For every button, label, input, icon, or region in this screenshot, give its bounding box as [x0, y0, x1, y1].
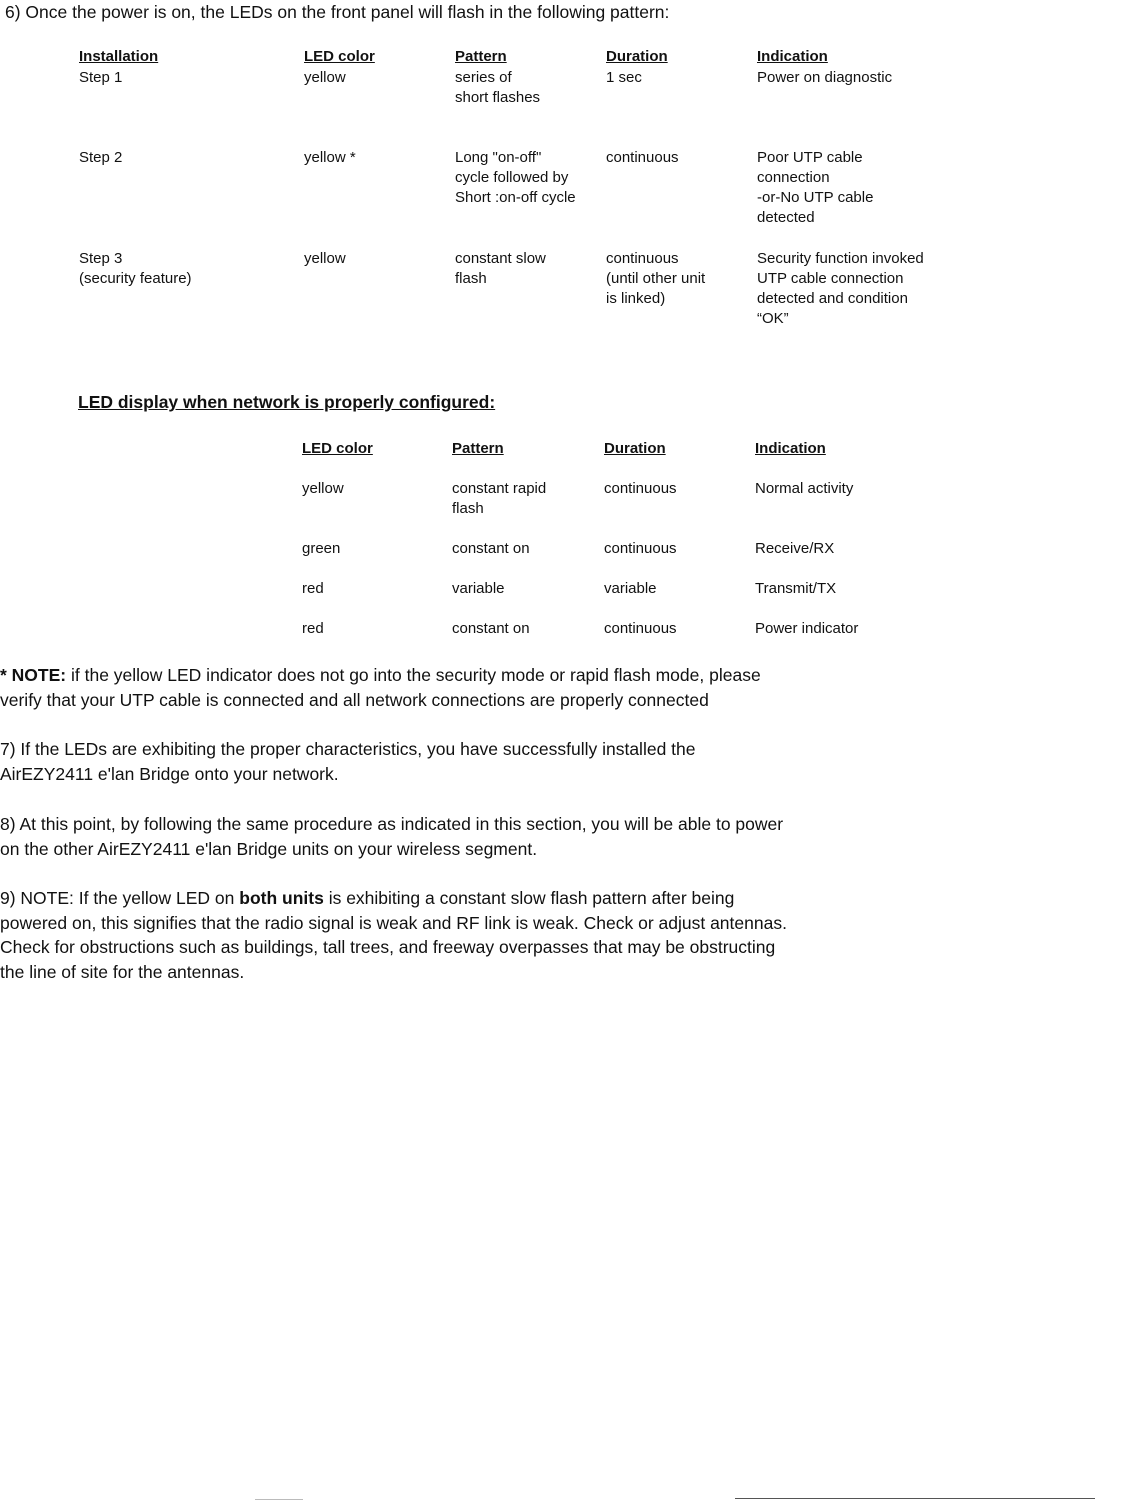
installation-table-row-2-col3: Short :on-off cycle — [455, 189, 576, 206]
step-9-paragraph — [0, 886, 787, 984]
configured-table-row-1-col3: flash — [452, 500, 484, 517]
configured-table-row-4-col2: red — [302, 620, 324, 637]
installation-table-row-3-col3: flash — [455, 270, 487, 287]
installation-table-header-col4: Duration — [606, 48, 668, 65]
installation-table-row-1-col4: 1 sec — [606, 69, 642, 86]
scan-artifact-right — [735, 1498, 1095, 1499]
installation-table-row-2-col4: continuous — [606, 149, 679, 166]
configured-table-header-col2: LED color — [302, 440, 373, 457]
step-9-line-4: the line of site for the antennas. — [0, 961, 245, 982]
installation-table-row-3-col4: (until other unit — [606, 270, 706, 287]
configured-table-row-1-col5: Normal activity — [755, 480, 854, 497]
configured-table-header-col4: Duration — [604, 440, 666, 457]
configured-table-row-3-col5: Transmit/TX — [755, 580, 837, 597]
installation-table-row-3-col3: constant slow — [455, 250, 546, 267]
installation-table-row-3-col5: detected and condition — [757, 290, 908, 307]
installation-table-row-1-col3: short flashes — [455, 89, 541, 106]
note-line-1: if the yellow LED indicator does not go into the security mode or rapid flash mode, please — [66, 665, 761, 685]
installation-table-row-2-col5: Poor UTP cable — [757, 149, 863, 166]
installation-table-row-1-col2: yellow — [304, 69, 346, 86]
scan-artifact-left — [255, 1499, 303, 1500]
step-9-both-units: both units — [239, 888, 324, 908]
installation-table-header-col1: Installation — [79, 48, 159, 65]
installation-table-row-1-col3: series of — [455, 69, 512, 86]
configured-table-row-4-col5: Power indicator — [755, 620, 859, 637]
step-7-line-1: 7) If the LEDs are exhibiting the proper characteristics, you have successfully installed the — [0, 739, 696, 759]
installation-table-header-col2: LED color — [304, 48, 375, 65]
installation-table-row-3-col5: UTP cable connection — [757, 270, 904, 287]
installation-table-row-2-col1: Step 2 — [79, 149, 123, 166]
installation-table-header-col5: Indication — [757, 48, 828, 65]
configured-table-row-2-col3: constant on — [452, 540, 530, 557]
step-7-line-2: AirEZY2411 e'lan Bridge onto your network. — [0, 763, 339, 784]
step-8-line-2: on the other AirEZY2411 e'lan Bridge units on your wireless segment. — [0, 838, 538, 859]
installation-table-row-2-col3: Long "on-off" — [455, 149, 542, 166]
configured-table-row-3-col2: red — [302, 580, 324, 597]
configured-table-row-3-col3: variable — [452, 580, 505, 597]
installation-table-row-2-col3: cycle followed by — [455, 169, 569, 186]
step-8-paragraph — [0, 812, 783, 861]
installation-table-row-1-col1: Step 1 — [79, 69, 123, 86]
step-9-line-1-post: is exhibiting a constant slow flash pattern after being — [323, 888, 735, 908]
configured-table-row-2-col4: continuous — [604, 540, 677, 557]
step-6-paragraph — [5, 0, 669, 25]
configured-table-row-4-col3: constant on — [452, 620, 530, 637]
installation-table-row-3-col5: “OK” — [757, 310, 789, 327]
step-6-text: 6) Once the power is on, the LEDs on the front panel will flash in the following pattern: — [5, 2, 670, 22]
configured-table-row-1-col3: constant rapid — [452, 480, 547, 497]
installation-table-row-2-col5: detected — [757, 209, 815, 226]
configured-table-row-3-col4: variable — [604, 580, 657, 597]
section-title-network-configured: LED display when network is properly configured: — [78, 392, 496, 412]
configured-table-row-2-col5: Receive/RX — [755, 540, 835, 557]
installation-table-header-col3: Pattern — [455, 48, 507, 65]
configured-table-row-1-col2: yellow — [302, 480, 344, 497]
installation-table-row-3-col4: continuous — [606, 250, 679, 267]
note-line-2: verify that your UTP cable is connected and all network connections are properly connected — [0, 689, 709, 710]
installation-table-row-2-col5: -or-No UTP cable — [757, 189, 874, 206]
step-9-line-1-pre: 9) NOTE: If the yellow LED on — [0, 888, 240, 908]
configured-table-row-1-col4: continuous — [604, 480, 677, 497]
installation-table-row-3-col1: (security feature) — [79, 270, 192, 287]
configured-table-row-4-col4: continuous — [604, 620, 677, 637]
step-8-line-1: 8) At this point, by following the same procedure as indicated in this section, you will be able to power — [0, 814, 784, 834]
installation-table-row-2-col2: yellow * — [304, 149, 356, 166]
configured-table-row-2-col2: green — [302, 540, 341, 557]
installation-table-row-3-col4: is linked) — [606, 290, 666, 307]
configured-table-header-col3: Pattern — [452, 440, 504, 457]
step-9-line-3: Check for obstructions such as buildings, tall trees, and freeway overpasses that may be obstructing — [0, 937, 776, 957]
note-paragraph — [0, 663, 761, 712]
installation-table-row-1-col5: Power on diagnostic — [757, 69, 893, 86]
installation-table-row-3-col2: yellow — [304, 250, 346, 267]
installation-table-row-2-col5: connection — [757, 169, 830, 186]
note-prefix: * NOTE: — [0, 665, 67, 685]
installation-table-row-3-col1: Step 3 — [79, 250, 123, 267]
configured-table-header-col5: Indication — [755, 440, 826, 457]
step-7-paragraph — [0, 737, 696, 786]
installation-table-row-3-col5: Security function invoked — [757, 250, 924, 267]
step-9-line-2: powered on, this signifies that the radio signal is weak and RF link is weak. Check or adjust antennas. — [0, 912, 787, 933]
